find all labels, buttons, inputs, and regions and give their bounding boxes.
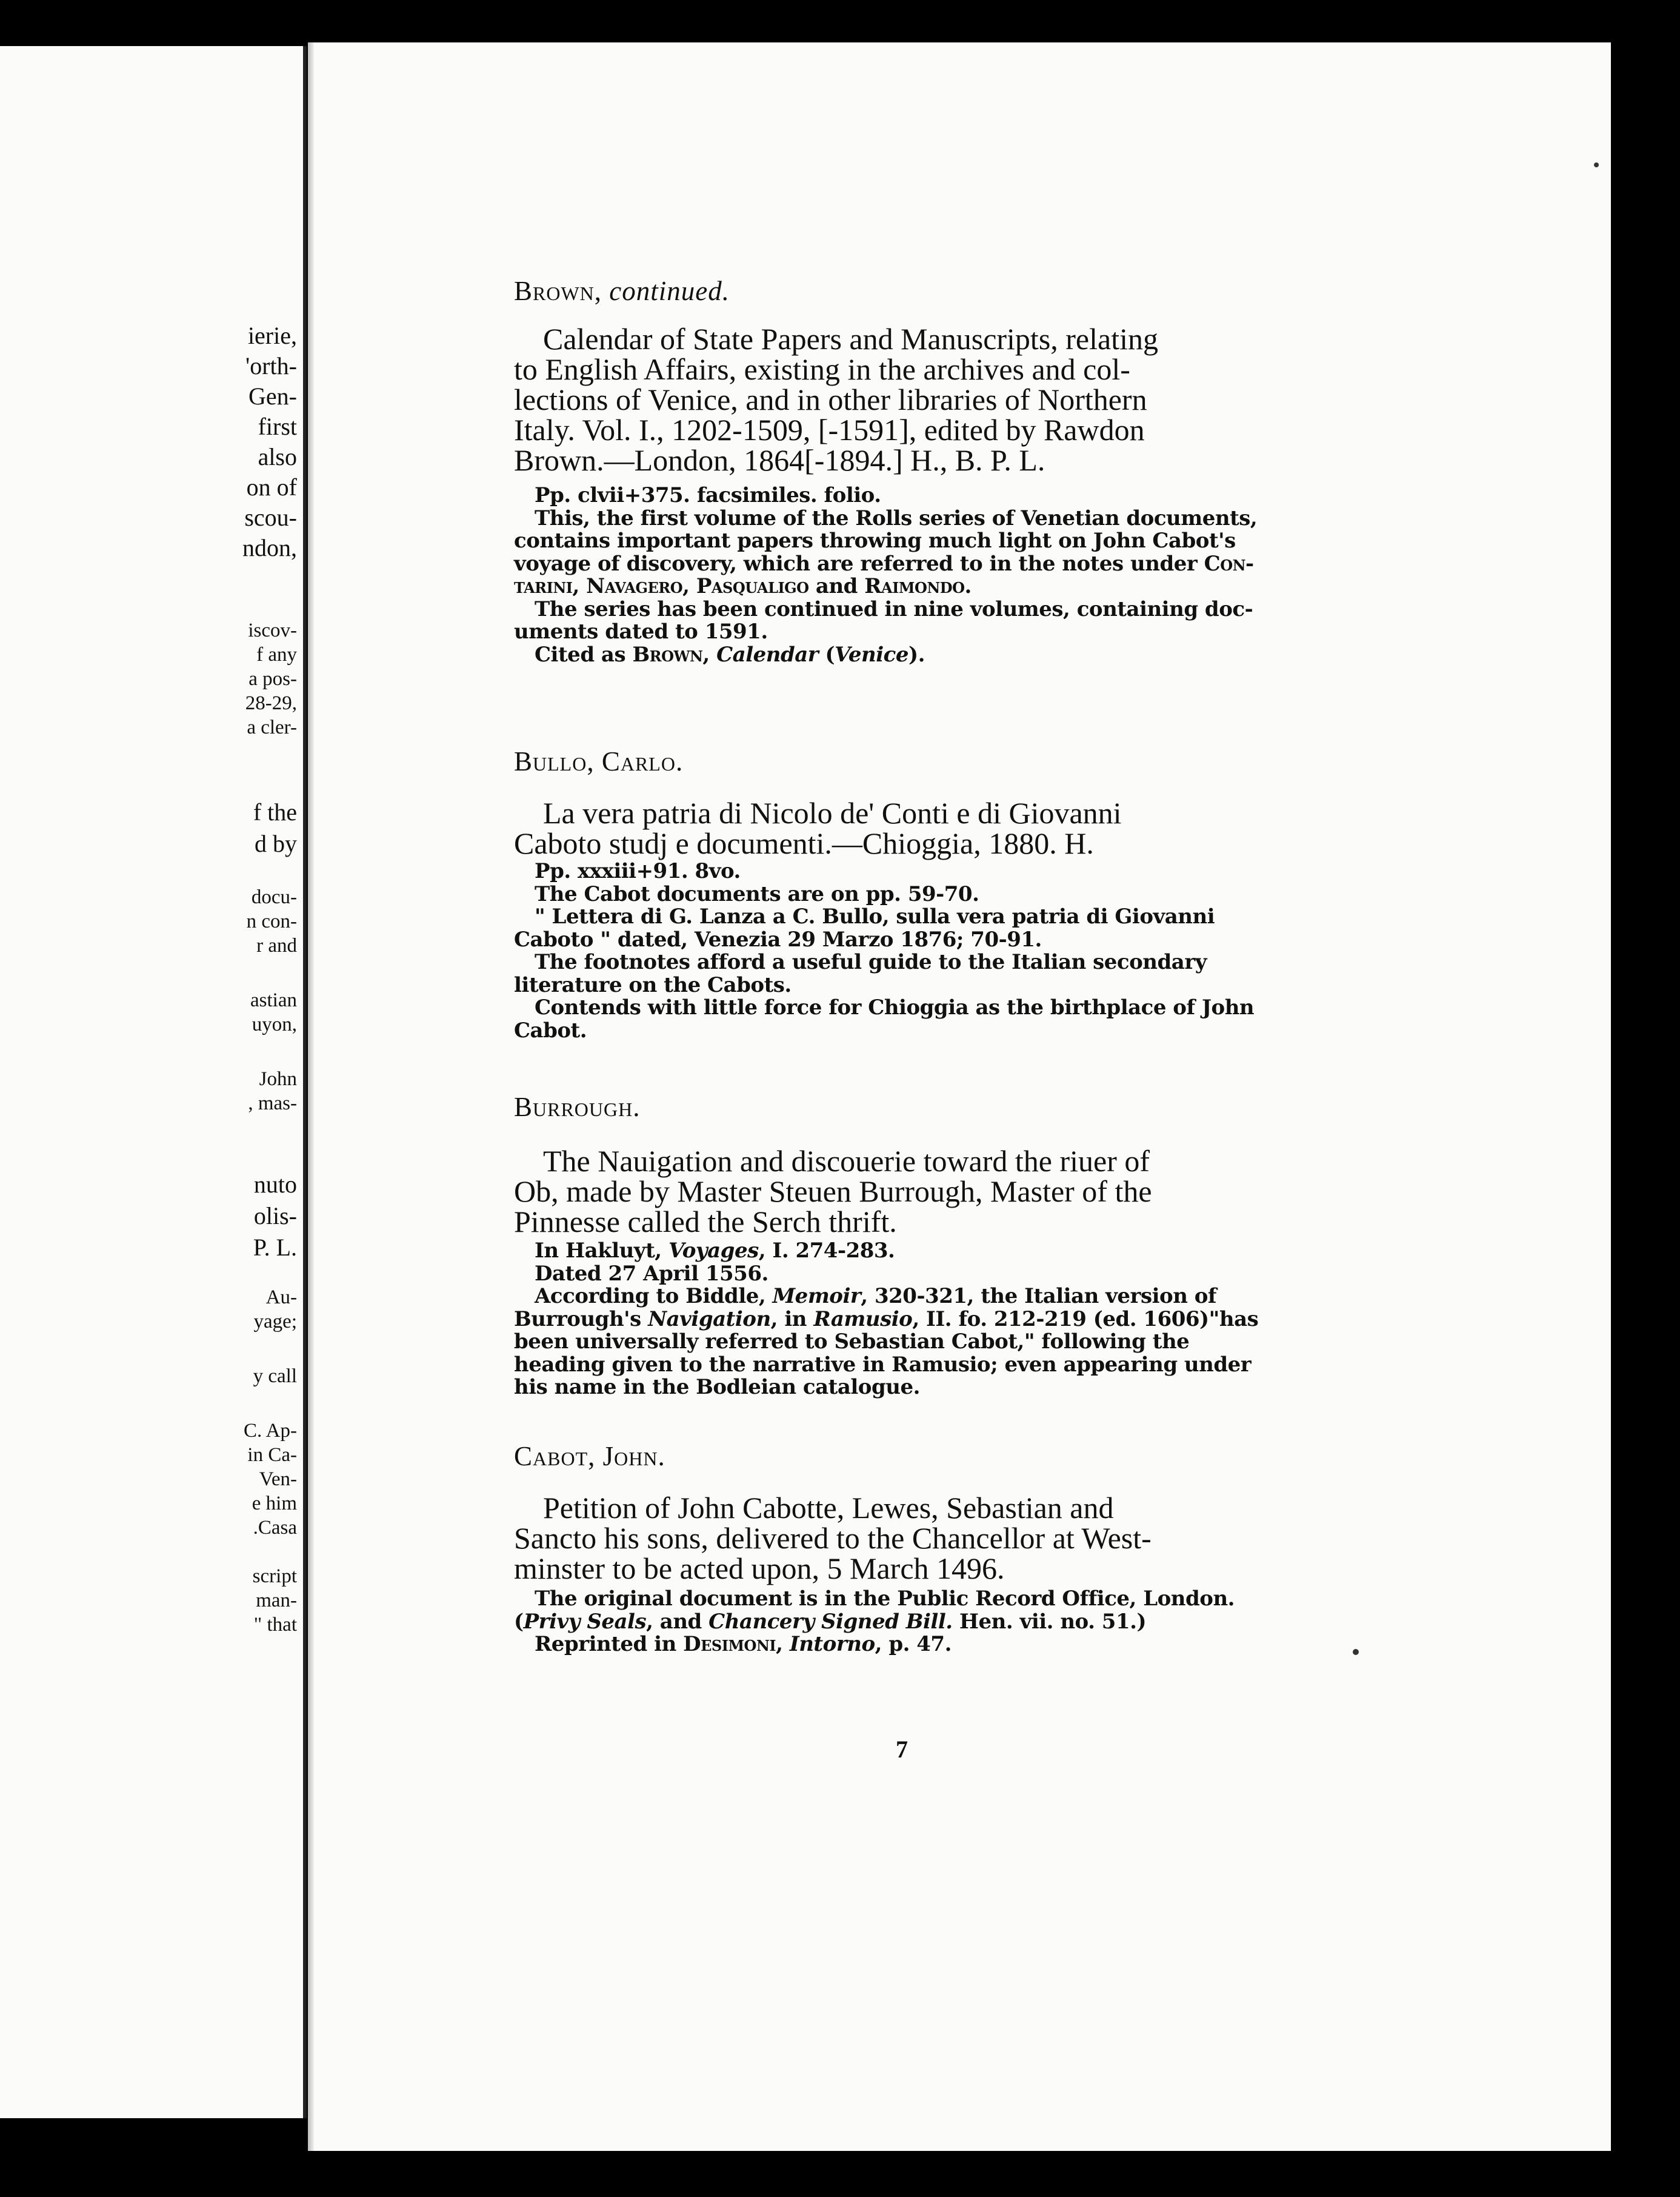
- entry-title-line: [514, 828, 1094, 858]
- entry-note-line: [514, 1306, 1259, 1331]
- text-run: Cabot.: [514, 1018, 587, 1043]
- left-page-text-fragment: 'orth-: [245, 352, 297, 380]
- left-page-text-fragment: man-: [256, 1590, 297, 1611]
- entry-title-line: [543, 798, 1122, 828]
- text-run: Desimoni: [683, 1632, 776, 1656]
- text-run: , and: [646, 1609, 709, 1634]
- text-run: , in: [770, 1306, 814, 1331]
- text-run: heading given to the narrative in Ramusio; even appearing under: [514, 1352, 1252, 1377]
- text-run: (: [514, 1609, 524, 1634]
- entry-note-line: [514, 530, 1236, 551]
- text-run: Hen. vii. no. 51.): [952, 1609, 1147, 1634]
- entry-heading: [514, 278, 730, 305]
- text-run: The series has been continued in nine volumes, containing doc-: [535, 597, 1253, 621]
- text-run: Venice: [835, 642, 908, 667]
- text-run: The original document is in the Public Record Office, London.: [535, 1587, 1235, 1611]
- left-page-text-fragment: astian: [250, 989, 297, 1011]
- left-page-text-fragment: yage;: [253, 1311, 297, 1333]
- text-run: Pinnesse called the Serch thrift.: [514, 1205, 897, 1239]
- left-page-text-fragment: P. L.: [253, 1234, 297, 1261]
- text-run: " Lettera di G. Lanza a C. Bullo, sulla vera patria di Giovanni: [535, 905, 1215, 929]
- entry-title-line: [514, 1176, 1152, 1206]
- left-page-text-fragment: f any: [256, 644, 297, 666]
- entry-title-line: [514, 1523, 1152, 1553]
- text-run: Burrough.: [514, 1092, 641, 1122]
- text-run: tarini, Navagero, Pasqualigo: [514, 574, 809, 598]
- text-run: According to Biddle,: [535, 1284, 773, 1308]
- text-run: This, the first volume of the Rolls series of Venetian documents,: [535, 506, 1258, 530]
- left-page-text-fragment: iscov-: [248, 620, 297, 641]
- text-run: In Hakluyt,: [535, 1239, 668, 1263]
- text-run: ,: [594, 276, 610, 306]
- text-run: (: [818, 642, 835, 667]
- text-run: been universally referred to Sebastian Cabot," following the: [514, 1329, 1190, 1354]
- text-run: Cabot, John.: [514, 1441, 665, 1471]
- left-page-text-fragment: " that: [253, 1614, 297, 1636]
- text-run: Contends with little force for Chioggia as the birthplace of John: [535, 995, 1255, 1020]
- entry-note-line: [535, 1263, 768, 1284]
- book-page: [308, 42, 1611, 2151]
- text-run: , p. 47.: [875, 1632, 952, 1656]
- left-page-text-fragment: first: [258, 413, 297, 440]
- left-page-text-fragment: d by: [255, 830, 297, 857]
- entry-note-line: [514, 1020, 587, 1041]
- text-run: ,: [702, 642, 717, 667]
- text-run: The Cabot documents are on pp. 59-70.: [535, 881, 979, 906]
- left-page-text-fragment: on of: [246, 473, 297, 501]
- entry-title-line: [514, 384, 1147, 415]
- text-run: Memoir: [772, 1284, 861, 1308]
- left-page-text-fragment: n con-: [246, 911, 297, 932]
- left-page-text-fragment: y call: [253, 1365, 297, 1387]
- left-page-text-fragment: C. Ap-: [243, 1420, 297, 1442]
- text-run: Navigation: [648, 1306, 771, 1331]
- entry-note-line: [514, 929, 1042, 950]
- entry-heading: [514, 1094, 641, 1121]
- text-run: literature on the Cabots.: [514, 972, 792, 997]
- left-page-text-fragment: , mas-: [248, 1092, 297, 1114]
- entry-note-line: [514, 621, 768, 642]
- entry-note-line: [535, 485, 881, 506]
- entry-note-line: [514, 553, 1254, 574]
- text-run: Cited as: [535, 642, 633, 667]
- left-page-text-fragment: scou-: [244, 504, 297, 531]
- left-page-text-fragment: script: [252, 1565, 297, 1587]
- text-run: and: [808, 574, 865, 598]
- left-page-text-fragment: also: [258, 443, 297, 470]
- entry-title-line: [514, 1553, 1005, 1583]
- entry-note-line: [535, 906, 1215, 927]
- entry-heading: [514, 1443, 665, 1470]
- entry-note-line: [535, 1588, 1235, 1609]
- text-run: uments dated to 1591.: [514, 620, 768, 644]
- text-run: The Nauigation and discouerie toward the riuer of: [543, 1144, 1150, 1178]
- text-run: Ramusio: [813, 1306, 913, 1331]
- text-run: Dated 27 April 1556.: [535, 1261, 768, 1286]
- left-page-text-fragment: a cler-: [247, 717, 297, 738]
- left-page-text-fragment: .Casa: [253, 1517, 297, 1539]
- text-run: ,: [776, 1632, 790, 1656]
- entry-title-line: [514, 1206, 897, 1237]
- text-run: Sancto his sons, delivered to the Chancellor at West-: [514, 1521, 1152, 1555]
- text-run: contains important papers throwing much light on John Cabot's: [514, 529, 1236, 553]
- text-run: minster to be acted upon, 5 March 1496.: [514, 1551, 1005, 1585]
- text-run: Intorno: [789, 1632, 875, 1656]
- entry-note-line: [535, 952, 1207, 972]
- text-run: Reprinted in: [535, 1632, 684, 1656]
- text-run: Brown: [514, 276, 595, 306]
- left-page-text-fragment: John: [259, 1068, 297, 1090]
- text-run: Calendar: [716, 642, 819, 667]
- left-page-text-fragment: Au-: [265, 1286, 297, 1308]
- entry-note-line: [535, 861, 741, 881]
- entry-note-line: [514, 1331, 1189, 1352]
- text-run: Brown.—London, 1864[-1894.] H., B. P. L.: [514, 443, 1045, 477]
- left-page-text-fragment: nuto: [253, 1171, 297, 1198]
- left-page-text-fragment: r and: [256, 935, 297, 957]
- text-run: La vera patria di Nicolo de' Conti e di Giovanni: [543, 796, 1122, 830]
- page-gutter: [308, 42, 314, 2151]
- text-run: , 320-321, the Italian version of: [861, 1284, 1217, 1308]
- text-run: The footnotes afford a useful guide to the Italian secondary: [535, 950, 1207, 974]
- entry-note-line: [514, 1354, 1251, 1375]
- text-run: Bullo, Carlo.: [514, 746, 684, 777]
- text-run: Italy. Vol. I., 1202-1509, [-1591], edited by Rawdon: [514, 413, 1145, 447]
- text-run: to English Affairs, existing in the archives and col-: [514, 352, 1130, 386]
- entry-note-line: [514, 972, 792, 997]
- left-page-text-fragment: Gen-: [248, 383, 297, 410]
- entry-note-line: [535, 644, 925, 665]
- text-run: his name in the Bodleian catalogue.: [514, 1375, 920, 1399]
- text-run: Burrough's: [514, 1306, 648, 1331]
- text-run: ).: [908, 642, 925, 667]
- left-page-fragment: [0, 46, 307, 2118]
- entry-note-line: [514, 1377, 920, 1397]
- left-page-text-fragment: uyon,: [252, 1014, 297, 1035]
- text-run: Caboto " dated, Venezia 29 Marzo 1876; 70-91.: [514, 927, 1042, 952]
- entry-note-line: [535, 1634, 952, 1654]
- entry-note-line: [535, 508, 1257, 529]
- text-run: , I. 274-283.: [758, 1239, 895, 1263]
- entry-note-line: [535, 1286, 1216, 1306]
- text-run: Raimondo.: [864, 574, 972, 598]
- text-run: Brown: [632, 642, 703, 667]
- entry-title-line: [514, 415, 1145, 445]
- text-run: Petition of John Cabotte, Lewes, Sebastian and: [543, 1491, 1114, 1525]
- text-run: Caboto studj e documenti.—Chioggia, 1880. H.: [514, 826, 1094, 860]
- left-page-text-fragment: f the: [253, 798, 297, 826]
- left-page-text-fragment: olis-: [253, 1202, 297, 1229]
- left-page-text-fragment: e him: [252, 1493, 297, 1514]
- text-run: Calendar of State Papers and Manuscripts, relating: [543, 322, 1158, 356]
- text-run: Pp. xxxiii+91. 8vo.: [535, 859, 741, 883]
- entry-note-line: [514, 576, 972, 597]
- text-run: Pp. clvii+375. facsimiles. folio.: [535, 483, 881, 507]
- text-run: Chancery Signed Bill.: [708, 1609, 953, 1634]
- left-page-text-fragment: a pos-: [248, 668, 297, 690]
- text-run: voyage of discovery, which are referred to in the notes under: [514, 551, 1204, 576]
- entry-heading: [514, 748, 683, 775]
- text-run: Ob, made by Master Steuen Burrough, Master of the: [514, 1174, 1152, 1208]
- speck: [1353, 1649, 1359, 1655]
- entry-title-line: [543, 324, 1158, 354]
- text-run: lections of Venice, and in other libraries of Northern: [514, 383, 1147, 416]
- text-run: Voyages: [668, 1239, 759, 1263]
- entry-note-line: [535, 599, 1253, 620]
- entry-title-line: [543, 1146, 1150, 1176]
- text-run: continued.: [609, 276, 730, 306]
- left-page-text-fragment: Ven-: [259, 1468, 297, 1490]
- entry-title-line: [514, 445, 1045, 475]
- left-page-text-fragment: in Ca-: [247, 1444, 297, 1466]
- left-page-text-fragment: ierie,: [247, 322, 297, 349]
- left-page-text-fragment: ndon,: [242, 534, 297, 561]
- entry-note-line: [514, 1611, 1146, 1632]
- left-page-text-fragment: docu-: [251, 886, 297, 908]
- left-page-text-fragment: 28-29,: [245, 692, 297, 714]
- speck: [1594, 162, 1599, 167]
- entry-title-line: [514, 354, 1130, 384]
- text-run: Privy Seals: [523, 1609, 647, 1634]
- text-run: , II. fo. 212-219 (ed. 1606)"has: [912, 1306, 1259, 1331]
- text-run: Con-: [1204, 551, 1254, 576]
- entry-note-line: [535, 881, 979, 906]
- entry-note-line: [535, 1240, 895, 1261]
- entry-title-line: [543, 1493, 1114, 1523]
- entry-note-line: [535, 997, 1254, 1018]
- page-number: 7: [896, 1736, 908, 1763]
